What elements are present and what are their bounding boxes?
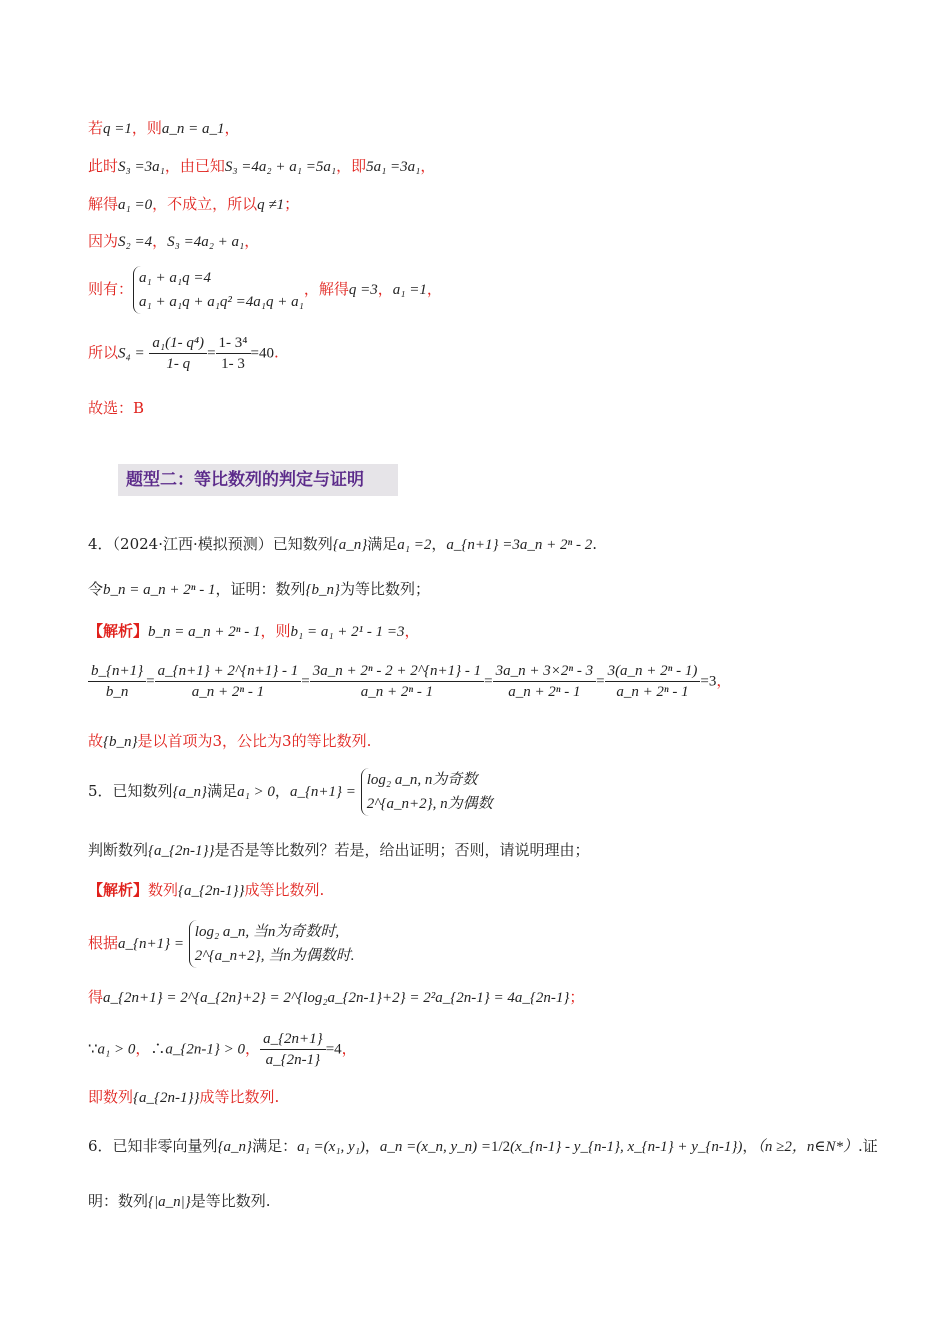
fraction (260, 1030, 326, 1069)
text: 是否是等比数列？若是，给出证明；否则，请说明理由； (214, 841, 590, 859)
text: 得 (88, 988, 104, 1006)
denominator: 1- q (166, 356, 191, 372)
text: ， (431, 535, 447, 553)
solution-line-2 (88, 156, 435, 177)
solution-line-4 (88, 231, 259, 252)
text: （2024·江西·模拟预测）已知数列 (112, 535, 333, 553)
math: =40 (250, 345, 274, 362)
numerator: 3a_n + 2ⁿ - 2 + 2^{n+1} - 1 (310, 662, 484, 682)
math: 1/2 (490, 1139, 511, 1155)
math: a_{n+1} = (118, 936, 185, 952)
fraction (155, 662, 302, 701)
system-row: a₁ + a₁q =4 (139, 270, 211, 286)
denominator: a_n + 2ⁿ - 1 (191, 684, 265, 700)
math: q ≠1 (257, 197, 285, 213)
math: {|a_n|} (148, 1194, 191, 1210)
text: 此时 (88, 157, 119, 175)
fraction (216, 334, 251, 373)
math: {a_{2n-1}} (133, 1090, 200, 1106)
text: ， (742, 1137, 758, 1155)
text: ，即 (336, 157, 367, 175)
fraction (88, 662, 146, 701)
q4-line-2 (88, 579, 430, 600)
text: ； (569, 988, 585, 1006)
text: 则有： (88, 280, 134, 298)
piecewise (189, 920, 355, 968)
math: b_n = a_n + 2ⁿ - 1 (148, 624, 261, 640)
math: b₁ = a₁ + 2¹ - 1 =3 (290, 624, 405, 640)
equals: = (484, 673, 493, 690)
solution-line-1 (88, 118, 240, 139)
math: S₃ =4a₂ + a₁ =5a₁ (224, 159, 337, 175)
fraction (605, 662, 701, 701)
solution-line-3 (88, 194, 299, 215)
numerator: a_{n+1} + 2^{n+1} - 1 (155, 662, 302, 682)
text: ， (135, 1039, 151, 1058)
text: ，不成立，所以 (152, 195, 258, 213)
text: ， (152, 232, 168, 250)
question-number: 4． (88, 535, 113, 553)
numerator: b_{n+1} (88, 662, 146, 682)
q4-conclusion (88, 731, 371, 752)
math: q =3 (348, 282, 378, 298)
case-row: log₂ a_n, 当n为奇数时, (194, 924, 340, 940)
piecewise (361, 768, 493, 816)
math: a_{2n-1} > 0 (165, 1041, 246, 1058)
text: 为等比数列； (340, 580, 431, 598)
text: ， (341, 1039, 357, 1058)
text: 成等比数列. (244, 881, 325, 899)
analysis-tag: 【解析】 (88, 881, 149, 899)
solution-line-7 (88, 398, 144, 418)
denominator: a_{2n-1} (265, 1052, 321, 1068)
q6-stem (88, 1136, 878, 1157)
case-row: 2^{a_n+2}, n为偶数 (366, 796, 493, 812)
math: {a_n} (217, 1139, 253, 1155)
text: ； (284, 195, 300, 213)
case-row: log₂ a_n, n为奇数 (366, 772, 478, 788)
math: S₄ = (118, 345, 145, 362)
math: a₁ > 0 (237, 784, 275, 800)
q4-stem (88, 534, 597, 555)
because-symbol: ∵ (88, 1039, 98, 1058)
math: a₁ > 0 (97, 1041, 136, 1058)
numerator: 1- 3⁴ (216, 334, 251, 354)
text: ，解得 (303, 280, 349, 298)
math: S₂ =4 (118, 234, 153, 250)
text: 满足 (207, 782, 238, 800)
text: 故 (88, 732, 104, 750)
denominator: a_n + 2ⁿ - 1 (360, 684, 434, 700)
q5-conclusion (88, 1087, 279, 1108)
fraction (310, 662, 484, 701)
text: ， (377, 280, 393, 298)
text: . (273, 343, 279, 362)
text: 满足： (252, 1137, 298, 1155)
text: 即数列 (88, 1088, 134, 1106)
equals: = (301, 673, 310, 690)
q5-stem (88, 768, 493, 816)
text: 根据 (88, 934, 119, 952)
solution-line-6 (88, 334, 279, 373)
equals: = (207, 345, 216, 362)
text: ， (716, 671, 732, 690)
text: 已知数列 (112, 782, 173, 800)
answer-text: 故选：B (88, 399, 145, 417)
q4-ratio (88, 662, 731, 701)
numerator: a₁(1- q⁴) (149, 334, 207, 354)
math: {a_{2n-1}} (178, 883, 245, 899)
math: =3 (700, 673, 717, 690)
math: S₃ =4a₂ + a₁ (167, 234, 245, 250)
system-row: a₁ + a₁q + a₁q² =4a₁q + a₁ (139, 294, 304, 310)
math: a₁ =0 (118, 197, 153, 213)
denominator: 1- 3 (221, 356, 245, 372)
text: ， (244, 232, 260, 250)
text: ， (224, 119, 240, 137)
text: ， (245, 1039, 261, 1058)
text: 解得 (88, 195, 119, 213)
equation-system (133, 266, 304, 314)
text: 是等比数列. (190, 1192, 271, 1210)
math: a₁ =1 (392, 282, 427, 298)
math: a_{n+1} = (289, 784, 356, 800)
text: ，由已知 (164, 157, 225, 175)
text: 是以首项为3，公比为3的等比数列. (137, 732, 372, 750)
q5-because (88, 1030, 357, 1069)
math: S₃ =3a₁ (118, 159, 165, 175)
math: {b_n} (103, 734, 138, 750)
case-row: 2^{a_n+2}, 当n为偶数时. (194, 948, 355, 964)
text: 成等比数列. (199, 1088, 280, 1106)
q4-jiexi (88, 621, 420, 642)
text: . (592, 535, 598, 553)
numerator: 3(a_n + 2ⁿ - 1) (605, 662, 701, 682)
text: 令 (88, 580, 104, 598)
text: 判断数列 (88, 841, 149, 859)
math: {b_n} (305, 582, 340, 598)
denominator: b_n (105, 684, 129, 700)
text: 满足 (367, 535, 398, 553)
text: 所以 (88, 343, 119, 362)
numerator: a_{2n+1} (260, 1030, 326, 1050)
text: 数列 (148, 881, 179, 899)
text: ， (420, 157, 436, 175)
math: =4 (325, 1041, 342, 1058)
fraction (493, 662, 596, 701)
denominator: a_n + 2ⁿ - 1 (508, 684, 581, 700)
text: 因为 (88, 232, 119, 250)
solution-line-5 (88, 266, 442, 314)
q6-line-2 (88, 1191, 271, 1212)
text: ， (404, 622, 420, 640)
math: a_{2n+1} = 2^{a_{2n}+2} = 2^{log₂a_{2n-1}+2} = 2²a_{2n-1} = 4a_{2n-1} (103, 990, 570, 1006)
text: ，证明：数列 (215, 580, 306, 598)
math: {a_{2n-1}} (148, 843, 215, 859)
text: .证 (857, 1137, 878, 1155)
math: a₁ =2 (397, 537, 432, 553)
math: (x_{n-1} - y_{n-1}, x_{n-1} + y_{n-1}) (510, 1139, 743, 1155)
math: a_{n+1} =3a_n + 2ⁿ - 2 (446, 537, 593, 553)
q5-line-2 (88, 840, 590, 861)
text: 若 (88, 119, 104, 137)
q5-derive (88, 987, 584, 1008)
math: a_n = a_1 (161, 121, 225, 137)
numerator: 3a_n + 3×2ⁿ - 3 (493, 662, 596, 682)
q5-basis (88, 920, 355, 968)
math: {a_n} (172, 784, 208, 800)
fraction (149, 334, 207, 373)
section-heading: 题型二：等比数列的判定与证明 (118, 464, 398, 496)
math: （n ≥2，n∈N*） (757, 1139, 858, 1155)
text: ， (274, 782, 290, 800)
math: b_n = a_n + 2ⁿ - 1 (103, 582, 216, 598)
math: 5a₁ =3a₁ (366, 159, 421, 175)
text: 已知非零向量列 (112, 1137, 218, 1155)
therefore-symbol: ∴ (150, 1039, 166, 1058)
denominator: a_n + 2ⁿ - 1 (616, 684, 689, 700)
equals: = (146, 673, 155, 690)
text: 明：数列 (88, 1192, 149, 1210)
analysis-tag: 【解析】 (88, 622, 149, 640)
text: ， (364, 1137, 380, 1155)
math: a₁ =(x₁, y₁) (297, 1139, 365, 1155)
equals: = (596, 673, 605, 690)
text: ， (426, 280, 442, 298)
q5-jiexi (88, 880, 324, 901)
text: ，则 (260, 622, 291, 640)
math: {a_n} (332, 537, 368, 553)
question-number: 6． (88, 1137, 113, 1155)
question-number: 5． (88, 782, 113, 800)
math: a_n =(x_n, y_n) = (379, 1139, 491, 1155)
text: ，则 (131, 119, 162, 137)
math: q =1 (103, 121, 132, 137)
